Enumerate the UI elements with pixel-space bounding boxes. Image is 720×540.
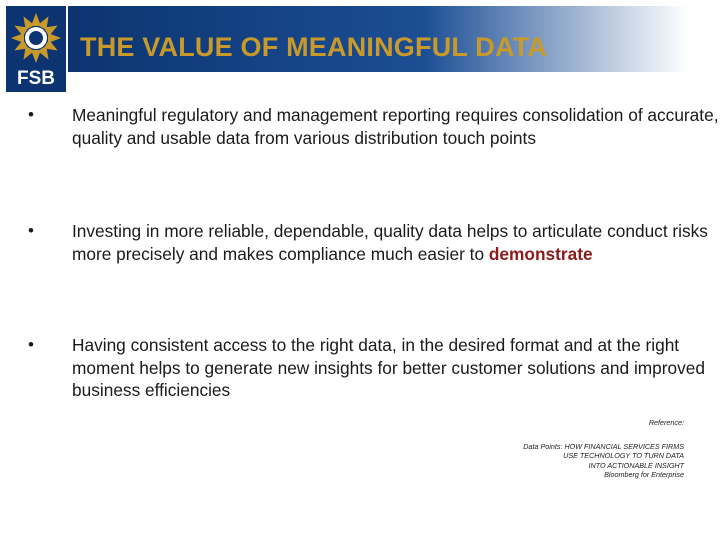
bullet-emphasis: demonstrate xyxy=(488,243,593,264)
reference-line: Bloomberg for Enterprise xyxy=(604,470,684,479)
page-title: THE VALUE OF MEANINGFUL DATA xyxy=(80,32,548,62)
bullet-dot: • xyxy=(28,221,34,240)
fsb-logo xyxy=(6,6,66,92)
reference-label: Reference: xyxy=(648,418,684,427)
bullet-text: Meaningful regulatory and management reporting requires consolidation of accurate, quality and usable data from various distribution touch points xyxy=(72,105,719,148)
bullet-text: Having consistent access to the right data, in the desired format and at the right moment helps to generate new insights for better customer solutions and improved business efficiencies xyxy=(72,335,706,400)
reference-line: USE TECHNOLOGY TO TURN DATA xyxy=(563,451,684,460)
bullet-item xyxy=(28,334,720,402)
bullet-dot: • xyxy=(28,335,34,354)
bullet-text: Investing in more reliable, dependable, quality data helps to articulate conduct risks more precisely and makes compliance much easier to xyxy=(72,221,708,264)
title-banner xyxy=(68,6,714,72)
logo-text: FSB xyxy=(17,68,55,89)
bullet-item xyxy=(28,104,720,149)
reference-line: Data Points: HOW FINANCIAL SERVICES FIRMS xyxy=(523,441,684,451)
reference-line: INTO ACTIONABLE INSIGHT xyxy=(588,460,684,470)
fsb-emblem-icon xyxy=(6,6,66,68)
reference-block xyxy=(464,418,684,480)
bullet-item xyxy=(28,220,720,265)
bullet-dot: • xyxy=(28,105,34,124)
